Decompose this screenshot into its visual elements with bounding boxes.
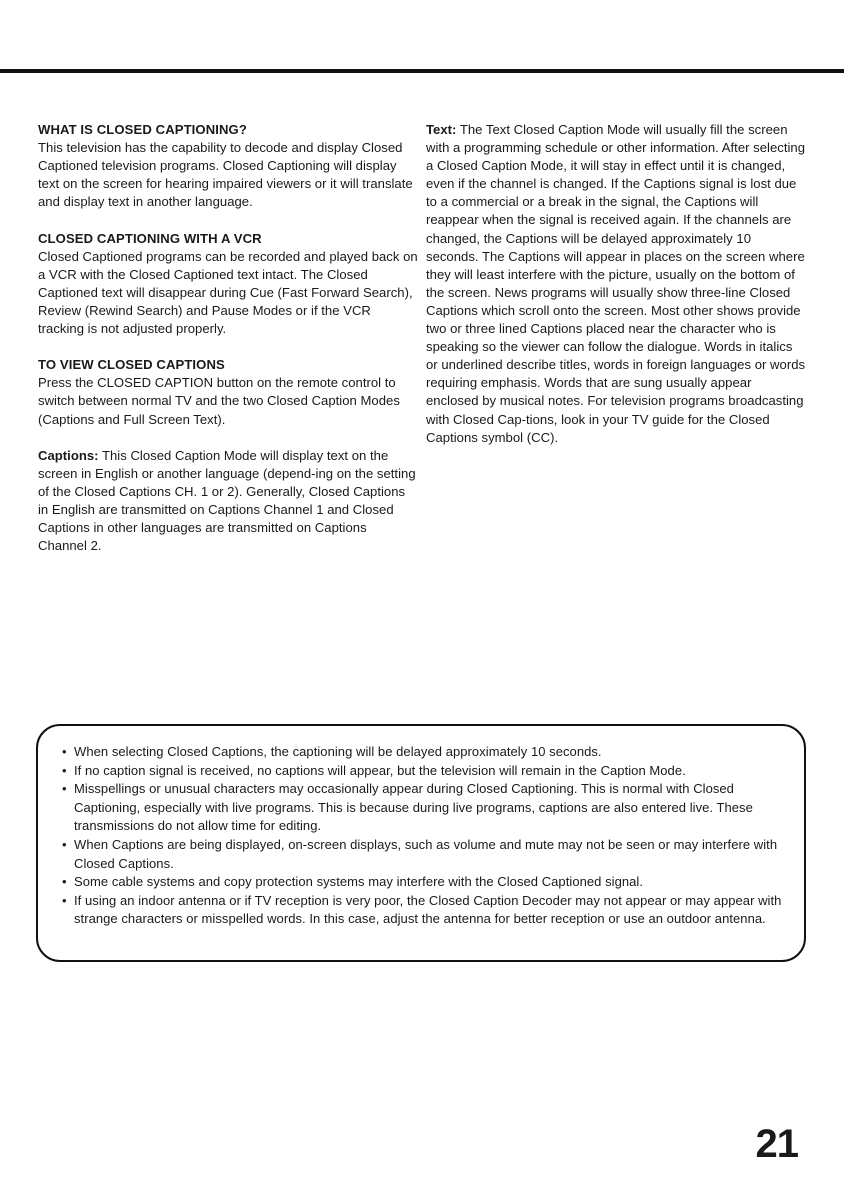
captions-mode-paragraph (38, 447, 418, 556)
text-mode-label: Text: (426, 122, 457, 137)
captions-mode-label: Captions: (38, 447, 99, 463)
what-is-cc-text: This television has the capability to decode and display Closed Captioned television programs. Closed Captioning will display text on the screen for hearing impaired viewers or it will translate and display text in another language. (38, 140, 413, 210)
bullet-icon: • (62, 892, 67, 908)
note-item (62, 762, 792, 781)
note-item (62, 743, 792, 762)
note-item (62, 780, 792, 836)
view-cc-heading: TO VIEW CLOSED CAPTIONS (38, 357, 225, 373)
cc-with-vcr-text: Closed Captioned programs can be recorded and played back on a VCR with the Closed Captioned text intact. The Closed Captioned text will disappear during Cue (Fast Forward Search), Review (Rewind Search) and Pause Modes or if the VCR tracking is not adjusted properly. (38, 248, 418, 337)
cc-with-vcr-heading: CLOSED CAPTIONING WITH A VCR (38, 230, 262, 246)
note-item (62, 836, 792, 873)
captions-mode-text: This Closed Caption Mode will display text on the screen in English or another language (depend-ing on the setting of the Closed Captions CH. 1 or 2). Generally, Closed Captions in English are transmitted on Captions Channel 1 and Closed Captions in other languages are transmitted on Captions Channel 2. (38, 447, 416, 554)
bullet-icon: • (62, 836, 67, 852)
what-is-cc-heading: WHAT IS CLOSED CAPTIONING? (38, 122, 247, 137)
note-text: If no caption signal is received, no captions will appear, but the television will remain in the Caption Mode. (74, 762, 686, 778)
view-cc-text: Press the CLOSED CAPTION button on the remote control to switch between normal TV and the two Closed Caption Modes (Captions and Full Screen Text). (38, 375, 400, 427)
note-item (62, 892, 792, 929)
note-text: When selecting Closed Captions, the captioning will be delayed approximately 10 seconds. (74, 744, 602, 759)
notes-box (36, 724, 806, 962)
bullet-icon: • (62, 762, 67, 778)
bullet-icon: • (62, 781, 67, 797)
note-text: If using an indoor antenna or if TV reception is very poor, the Closed Caption Decoder may not appear or may appear with strange characters or misspelled words. In this case, adjust the antenna for better reception or use an outdoor antenna. (74, 892, 782, 927)
note-text: Some cable systems and copy protection systems may interfere with the Closed Captioned signal. (74, 874, 644, 890)
top-rule (0, 69, 844, 73)
bullet-icon: • (62, 874, 67, 890)
notes-list (62, 743, 792, 929)
bullet-icon: • (62, 744, 67, 759)
note-text: When Captions are being displayed, on-screen displays, such as volume and mute may not be seen or may interfere with Closed Captions. (74, 836, 778, 871)
text-mode-paragraph (426, 121, 806, 447)
text-mode-text: The Text Closed Caption Mode will usually fill the screen with a programming schedule or other information. After selecting a Closed Caption Mode, it will stay in effect until it is changed, even if the channel is changed. If the Captions signal is lost due to a commercial or a break in the signal, the Captions will reappear when the signal is received again. If the channels are changed, the Captions will be delayed approximately 10 seconds. The Captions will appear in places on the screen where they will least interfere with the picture, usually on the bottom of the screen. News programs will usually show three-line Closed Captions which scroll onto the screen. Most other shows provide two or three lined Captions placed near the character who is speaking so the viewer can follow the dialogue. Words in italics or underlined describe titles, words in foreign languages or words requiring emphasis. Words that are sung usually appear enclosed by musical notes. For television programs broadcasting with Closed Cap-tions, look in your TV guide for the Closed Captions symbol (CC). (426, 122, 806, 445)
page-number: 21 (755, 1122, 798, 1166)
note-text: Misspellings or unusual characters may occasionally appear during Closed Captioning. This is normal with Closed Captioning, especially with live programs. This is because during live programs, captions are also entered live. These transmissions do not allow time for editing. (74, 781, 753, 834)
right-column (426, 121, 806, 447)
left-column (38, 121, 418, 555)
note-item (62, 873, 792, 892)
